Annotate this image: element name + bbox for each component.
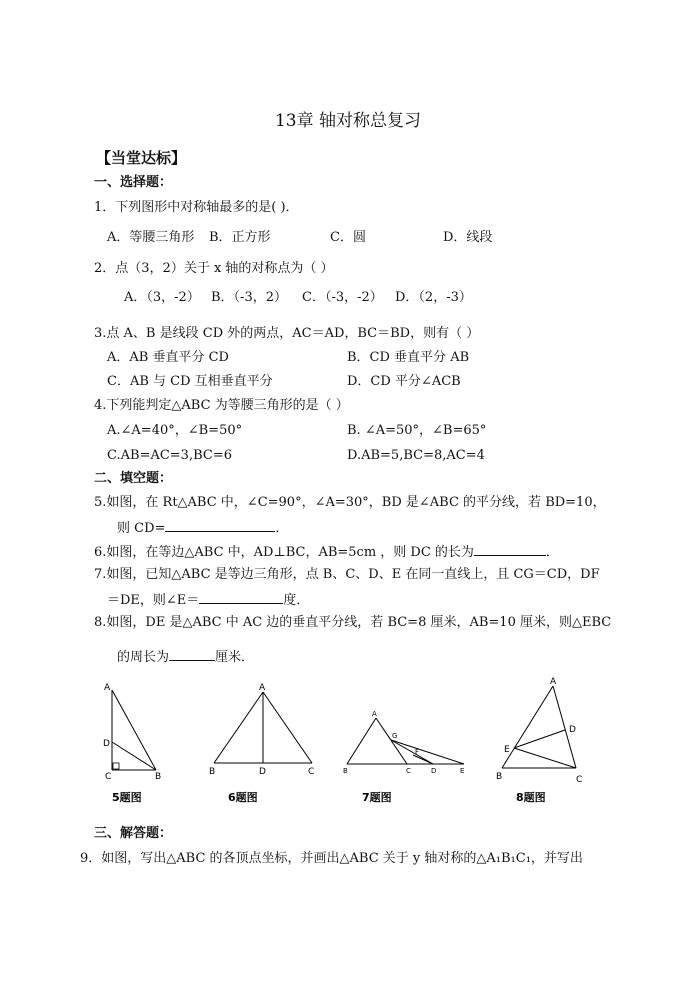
fig8-label-c: C (576, 775, 583, 785)
q1-option-d: D．线段 (443, 230, 493, 245)
section-choice-heading: 一、选择题： (94, 175, 173, 190)
q6-text: 6.如图，在等边△ABC 中，AD⊥BC，AB=5cm ，则 DC 的长为 (94, 545, 474, 560)
q5-suffix: ． (275, 521, 289, 536)
fig6-label-a: A (259, 683, 266, 693)
question-1: 1．下列图形中对称轴最多的是( )． (94, 200, 299, 215)
figure-5 (98, 678, 178, 808)
fig8-label-e: E (504, 745, 510, 755)
q8-answer-blank[interactable] (169, 648, 215, 661)
q8-suffix: 厘米． (215, 650, 255, 665)
question-8-line1: 8.如图，DE 是△ABC 中 AC 边的垂直平分线，若 BC=8 厘米，AB=10 厘米，则△EBC (94, 615, 612, 630)
fig6-caption: 6题图 (228, 791, 258, 804)
fig6-label-b: B (209, 767, 216, 777)
fig8-label-d: D (569, 725, 576, 735)
section-answer-heading: 三、解答题： (94, 826, 173, 841)
fig8-caption: 8题图 (516, 791, 546, 804)
q3-option-c: C．AB 与 CD 互相垂直平分 (107, 374, 273, 389)
question-3: 3.点 A、B 是线段 CD 外的两点，AC＝AD，BC＝BD，则有（ ） (94, 326, 480, 341)
page-title: 13章 轴对称总复习 (274, 111, 422, 131)
q3-option-a: A．AB 垂直平分 CD (107, 350, 229, 365)
fig8-label-b: B (496, 772, 503, 782)
q1-option-c: C．圆 (330, 230, 366, 245)
question-4: 4.下列能判定△ABC 为等腰三角形的是（ ） (94, 398, 349, 413)
fig6-label-d: D (259, 767, 266, 777)
fig5-label-b: B (155, 772, 162, 782)
q6-answer-blank[interactable] (474, 543, 546, 556)
question-9: 9．如图，写出△ABC 的各顶点坐标，并画出△ABC 关于 y 轴对称的△A₁B₁C₁，并写出 (80, 851, 583, 866)
fig7-label-f: F (415, 748, 420, 756)
section-class-heading: 【当堂达标】 (96, 149, 187, 167)
figure-7 (340, 698, 480, 808)
fig8-label-a: A (550, 677, 557, 687)
q7-answer-blank[interactable] (199, 591, 283, 604)
figure-6 (202, 678, 332, 808)
fig7-caption: 7题图 (362, 791, 392, 804)
q5-answer-blank[interactable] (165, 519, 275, 532)
q6-suffix: ． (545, 545, 559, 560)
question-5-line2 (117, 519, 288, 537)
q7-suffix: 度． (283, 593, 310, 608)
figure-8 (490, 672, 600, 808)
q2-option-a: A．（3，-2） (124, 290, 200, 305)
fig7-label-a: A (372, 710, 377, 718)
question-2: 2．点（3，2）关于 x 轴的对称点为（ ） (94, 261, 334, 276)
question-7-line1: 7.如图，已知△ABC 是等边三角形，点 B、C、D、E 在同一直线上，且 CG＝CD，DF (94, 567, 600, 582)
q4-option-a: A.∠A=40°，∠B=50° (107, 423, 243, 438)
q4-option-d: D.AB=5,BC=8,AC=4 (347, 448, 485, 463)
q1-option-a: A．等腰三角形 (107, 230, 195, 245)
q4-option-c: C.AB=AC=3,BC=6 (107, 448, 232, 463)
q2-option-d: D．（2，-3） (395, 290, 472, 305)
q2-option-c: C．（-3，-2） (302, 290, 383, 305)
q3-option-d: D．CD 平分∠ACB (347, 374, 461, 389)
section-fill-heading: 二、填空题： (94, 471, 173, 486)
q8-prefix: 的周长为 (117, 650, 170, 665)
fig7-label-b: B (343, 767, 348, 775)
q3-option-b: B．CD 垂直平分 AB (347, 350, 470, 365)
question-6 (94, 543, 559, 561)
fig7-label-g: G (392, 732, 398, 740)
question-7-line2 (107, 591, 309, 609)
q5-prefix: 则 CD= (117, 521, 166, 536)
fig6-label-c: C (308, 767, 315, 777)
fig5-label-c: C (105, 772, 112, 782)
fig7-label-e: E (460, 767, 465, 775)
question-5-line1: 5.如图，在 Rt△ABC 中，∠C=90°，∠A=30°，BD 是∠ABC 的平分线，若 BD=10， (94, 495, 606, 510)
q1-option-b: B．正方形 (209, 230, 271, 245)
fig7-label-d: D (431, 767, 437, 775)
fig5-label-d: D (103, 739, 110, 749)
fig5-caption: 5题图 (112, 791, 142, 804)
question-8-line2 (117, 648, 254, 666)
fig5-label-a: A (104, 683, 111, 693)
fig7-label-c: C (406, 767, 411, 775)
q7-prefix: ＝DE，则∠E＝ (107, 593, 200, 608)
q2-option-b: B．（-3，2） (211, 290, 287, 305)
q4-option-b: B. ∠A=50°，∠B=65° (347, 423, 487, 438)
